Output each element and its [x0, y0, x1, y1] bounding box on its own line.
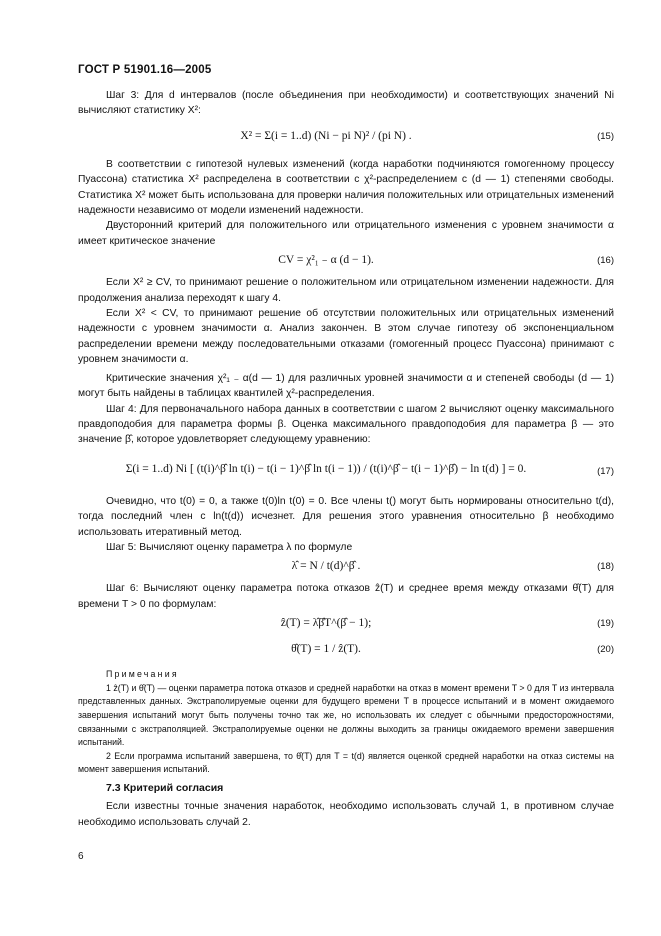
paragraph-step5: Шаг 5: Вычисляют оценку параметра λ по формуле [106, 541, 353, 553]
equation-number: (19) [597, 618, 614, 630]
equation-formula: ẑ(T) = λ̂β̂T^(β̂ − 1); [280, 617, 372, 630]
paragraph-step6: Шаг 6: Вычисляют оценку параметра потока отказов ẑ(T) и среднее время между отказами θ̂(T) для времени T > 0 по формулам: [78, 583, 614, 610]
equation-number: (18) [597, 561, 614, 573]
paragraph-two-sided-test: Двусторонний критерий для положительного или отрицательного изменения с уровнем значимости α имеет критическое значение [78, 220, 614, 247]
paragraph-step3: Шаг 3: Для d интервалов (после объединения при необходимости) и соответствующих значений Ni вычисляют статистику X²: [78, 90, 614, 117]
equation-formula: X² = Σ(i = 1..d) (Ni − pi N)² / (pi N) . [240, 129, 412, 142]
equation-formula: CV = χ²₁ ₋ α (d − 1). [278, 254, 374, 267]
equation-number: (20) [597, 644, 614, 656]
document-body [78, 88, 614, 830]
equation-number: (17) [597, 465, 614, 477]
document-header: ГОСТ Р 51901.16—2005 [78, 64, 212, 76]
notes-block [78, 668, 614, 777]
note-1: 1 ẑ(T) и θ̂(T) — оценки параметра потока отказов и средней наработки на отказ в момент времени T > 0 для T из интервала представленных данных. Экстраполируемые оценки для будущего времени T в процессе испытаний и в момент ожидаемого завершения испытаний могут быть получены точно так же, но использовать их следует с обычными предосторожностями, связанными с экстраполяцией. Экстраполируемые оценки не должны выходить за границы ожидаемого времени завершения испытаний. [78, 682, 614, 748]
equation-formula: λ̂ = N / t(d)^β̂ . [291, 560, 361, 573]
notes-label: Примечания [106, 669, 179, 680]
page-number: 6 [78, 851, 84, 862]
paragraph-goodness-of-fit: Если известны точные значения наработок, необходимо использовать случай 1, в противном случае необходимо использовать случай 2. [78, 801, 614, 828]
equation-20 [78, 638, 614, 664]
paragraph-critical-values: Критические значения χ²₁ ₋ α(d — 1) для различных уровней значимости α и степеней свободы (d — 1) могут быть найдены в таблицах квантилей χ²-распределения. [78, 372, 614, 400]
paragraph-normalization: Очевидно, что t(0) = 0, а также t(0)ln t(0) = 0. Все члены t() могут быть нормированы относительно t(d), тогда последний член с ln(t(d)) исчезнет. Для решения этого уравнения относительно β необходимо использовать итеративный метод. [78, 495, 614, 538]
paragraph-hypothesis: В соответствии с гипотезой нулевых изменений (когда наработки подчиняются гомогенному процессу Пуассона) статистика X² распределена в соответствии с χ²-распределением с (d — 1) степенями свободы. Статистика X² может быть использована для проверки наличия положительных или отрицательных изменений надежности независимо от модели изменений надежности. [78, 158, 614, 217]
paragraph-if-less: Если X² < CV, то принимают решение об отсутствии положительных или отрицательных изменений надежности с уровнем значимости α. Анализ закончен. В этом случае гипотезу об экспоненциальном распределении времени между последовательными отказами (гомогенный процесс Пуассона) принимают с уровнем значимости α. [78, 308, 614, 366]
equation-number: (16) [597, 255, 614, 267]
equation-number: (15) [597, 130, 614, 142]
equation-18 [78, 555, 614, 581]
equation-16 [78, 249, 614, 275]
section-heading: 7.3 Критерий согласия [106, 781, 224, 794]
note-2: 2 Если программа испытаний завершена, то θ̂(T) для T = t(d) является оценкой средней наработки на отказ системы на момент завершения испытаний. [78, 750, 614, 775]
equation-17 [78, 448, 614, 494]
paragraph-if-greater: Если X² ≥ CV, то принимают решение о положительном или отрицательном изменении надежности. Для продолжения анализа переходят к шагу 4. [78, 277, 614, 304]
equation-formula: θ̂(T) = 1 / ẑ(T). [291, 643, 361, 656]
equation-15 [78, 119, 614, 157]
paragraph-step4: Шаг 4: Для первоначального набора данных в соответствии с шагом 2 вычисляют оценку максимального правдоподобия для параметра формы β. Оценка максимального правдоподобия для параметра β — это значение β̂, которое удовлетворяет следующему уравнению: [78, 403, 614, 446]
equation-formula: Σ(i = 1..d) Ni [ (t(i)^β̂ ln t(i) − t(i − 1)^β̂ ln t(i − 1)) / (t(i)^β̂ − t(i − 1)^β̂) − ln t(d) ] = 0. [125, 462, 527, 475]
equation-19 [78, 612, 614, 638]
